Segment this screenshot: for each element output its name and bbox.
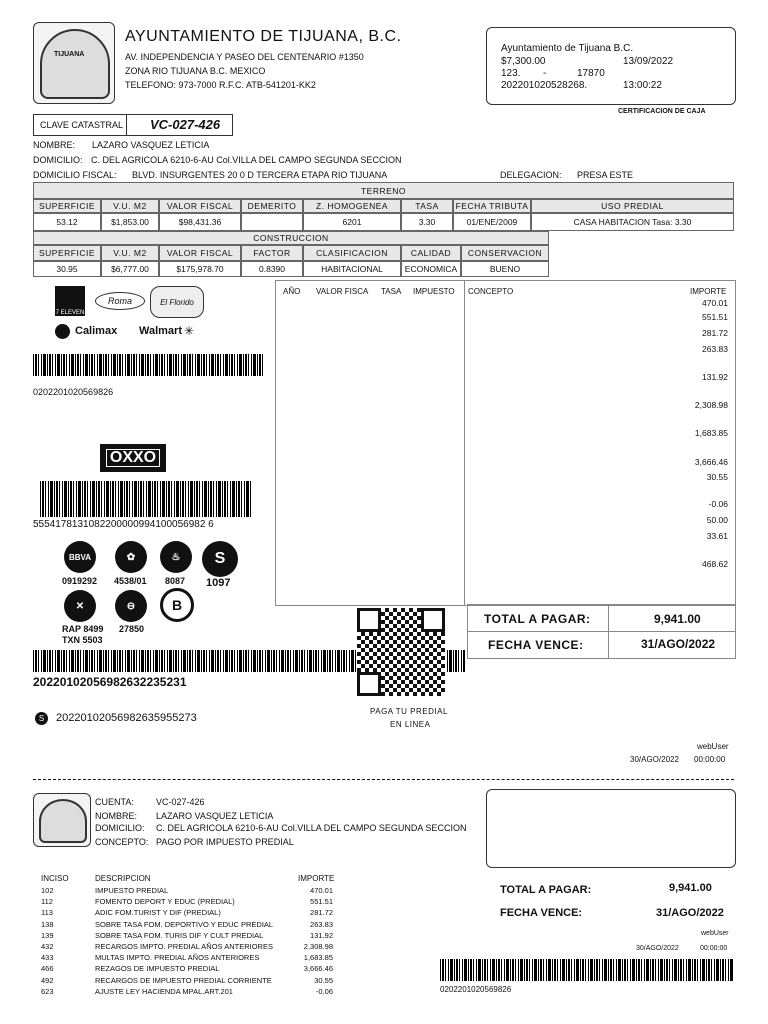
construccion-header: V.U. M2 (101, 245, 159, 261)
stub-row-importe: 3,666.46 (303, 964, 333, 974)
calimax-logo (55, 323, 117, 339)
stub-col-inciso: INCISO (41, 874, 69, 883)
scotiabank-ref-text: 20220102056982635955273 (56, 712, 197, 724)
importe-value: 3,666.46 (694, 457, 728, 467)
stub-row-inciso: 433 (41, 953, 54, 963)
importe-value: 33.61 (706, 531, 728, 541)
city-seal (33, 22, 115, 104)
terreno-title: TERRENO (33, 182, 734, 199)
receipt-date: 13/09/2022 (623, 56, 674, 67)
construccion-cell: HABITACIONAL (303, 261, 401, 277)
stub-seal (33, 793, 91, 847)
stub-row-inciso: 112 (41, 897, 53, 907)
stub-row-importe: -0.06 (315, 986, 333, 996)
importe-value: 263.83 (702, 344, 728, 354)
stub-barcode (440, 959, 734, 981)
oxxo-logo (100, 444, 166, 472)
user-name: webUser (697, 742, 729, 751)
hsbc-code: 4538/01 (114, 576, 147, 586)
receipt-dash: - (543, 68, 547, 79)
domicilio-fiscal-value: BLVD. INSURGENTES 20 0 D TERCERA ETAPA RIO TIJUANA (132, 170, 388, 180)
el-florido-text: El Florido (160, 297, 194, 307)
barcode-banks-text: 20220102056982632235231 (33, 675, 187, 689)
stub-row-importe: 2,308.98 (303, 942, 333, 951)
vence-value: 31/AGO/2022 (641, 637, 716, 651)
santander-logo (160, 541, 192, 573)
stub-concepto-label: CONCEPTO: (95, 837, 149, 847)
domicilio-value: C. DEL AGRICOLA 6210-6-AU Col.VILLA DEL CAMPO SEGUNDA SECCION (91, 155, 402, 165)
qr-code[interactable] (357, 608, 445, 696)
construccion-cell: BUENO (461, 261, 549, 277)
stub-row-desc: IMPUESTO PREDIAL (95, 886, 169, 895)
construccion-cell: 30.95 (33, 261, 101, 277)
terreno-cell: 01/ENE/2009 (453, 213, 531, 231)
address-line: AV. INDEPENDENCIA Y PASEO DEL CENTENARIO #1350 (125, 52, 364, 62)
terreno-header: SUPERFICIE (33, 199, 101, 213)
nombre-value: LAZARO VASQUEZ LETICIA (92, 140, 210, 150)
stub-nombre-label: NOMBRE: (95, 811, 138, 821)
importe-value: -0.06 (708, 499, 728, 509)
el-florido-logo (150, 286, 204, 318)
bbva-text: BBVA (68, 552, 92, 562)
impuestos-table (275, 280, 736, 606)
total-label: TOTAL A PAGAR: (484, 612, 591, 626)
total-value: 9,941.00 (654, 612, 701, 626)
stub-row-inciso: 102 (41, 886, 54, 895)
terreno-header: Z. HOMOGENEA (303, 199, 401, 213)
terreno-cell (241, 213, 303, 231)
stub-cuenta-label: CUENTA: (95, 797, 134, 807)
stub-dom-label: DOMICILIO: (95, 823, 145, 833)
clave-label: CLAVE CATASTRAL (40, 120, 124, 130)
calimax-text: Calimax (75, 325, 118, 337)
receipt-time: 13:00:22 (623, 80, 662, 91)
terreno-header: FECHA TRIBUTA (453, 199, 531, 213)
importe-value: 470.01 (702, 298, 728, 308)
stub-row-inciso: 139 (41, 930, 54, 940)
receipt-folio: 17870 (577, 68, 605, 79)
importe-value: 30.55 (706, 472, 728, 482)
bbva-code: 0919292 (62, 576, 98, 586)
hsbc-icon: ✿ (126, 551, 136, 563)
terreno-cell: 53.12 (33, 213, 101, 231)
stub-row-desc: RECARGOS IMPTO. PREDIAL AÑOS ANTERIORES (95, 942, 273, 951)
stub-vence-label: FECHA VENCE: (500, 907, 583, 919)
construccion-cell: ECONOMICA (401, 261, 461, 277)
hsbc-logo (115, 541, 147, 573)
stub-total-value: 9,941.00 (669, 882, 712, 894)
stub-row-desc: RECARGOS DE IMPUESTO PREDIAL CORRIENTE (95, 975, 272, 985)
construccion-header: CONSERVACION (461, 245, 549, 261)
terreno-cell: 6201 (303, 213, 401, 231)
stub-row-desc: SOBRE TASA FOM. TURIS DIF Y CULT PREDIAL (95, 930, 264, 940)
vence-label: FECHA VENCE: (488, 638, 584, 652)
domicilio-label: DOMICILIO: (33, 155, 83, 165)
walmart-text: Walmart (139, 325, 182, 337)
delegacion-label: DELEGACION: (500, 170, 562, 180)
zone-line: ZONA RIO TIJUANA B.C. MEXICO (125, 66, 266, 76)
stub-row-desc: MULTAS IMPTO. PREDIAL AÑOS ANTERIORES (95, 953, 260, 963)
stub-row-importe: 551.51 (310, 897, 333, 907)
terreno-header: V.U. M2 (101, 199, 159, 213)
receipt-ref: 202201020528268. (501, 80, 588, 91)
terreno-header: DEMERITO (241, 199, 303, 213)
col-concepto: CONCEPTO (468, 287, 514, 296)
stub-row-importe: 263.83 (310, 919, 333, 929)
stub-total-label: TOTAL A PAGAR: (500, 884, 592, 896)
importe-value: 1,683.85 (694, 428, 728, 438)
stub-row-inciso: 432 (41, 942, 54, 951)
stub-box (486, 789, 736, 868)
banorte-code2: TXN 5503 (62, 635, 103, 645)
stub-user-name: webUser (701, 930, 729, 937)
nombre-label: NOMBRE: (33, 140, 76, 150)
stub-row-desc: REZAGOS DE IMPUESTO PREDIAL (95, 964, 220, 974)
inbursa-code: 27850 (119, 624, 145, 634)
stub-row-importe: 131.92 (310, 930, 333, 940)
bbva-logo (64, 541, 96, 573)
importe-value: 281.72 (702, 328, 728, 338)
banamex-logo: B (160, 588, 194, 622)
user-time: 00:00:00 (694, 755, 726, 764)
banorte-logo (64, 590, 96, 622)
col-anio: AÑO (283, 287, 301, 296)
terreno-header: TASA (401, 199, 453, 213)
terreno-header: VALOR FISCAL (159, 199, 241, 213)
clave-value: VC-027-426 (150, 117, 221, 132)
col-tasa: TASA (381, 287, 402, 296)
terreno-header: USO PREDIAL (531, 199, 734, 213)
importe-value: 468.62 (702, 559, 728, 569)
stub-nombre: LAZARO VASQUEZ LETICIA (156, 811, 274, 821)
user-date: 30/AGO/2022 (630, 755, 679, 764)
stub-row-desc: AJUSTE LEY HACIENDA MPAL.ART.201 (95, 986, 233, 996)
importe-value: 50.00 (706, 515, 728, 525)
stub-row-inciso: 466 (41, 964, 54, 974)
walmart-spark-icon: ✳ (184, 324, 195, 338)
construccion-header: SUPERFICIE (33, 245, 101, 261)
stub-dom: C. DEL AGRICOLA 6210-6-AU Col.VILLA DEL CAMPO SEGUNDA SECCION (156, 823, 467, 833)
stub-row-desc: ADIC FOM.TURIST Y DIF (PREDIAL) (95, 908, 221, 918)
seal-text: TIJUANA (54, 51, 85, 58)
receipt-line: Ayuntamiento de Tijuana B.C. (501, 43, 634, 54)
stub-vence-value: 31/AGO/2022 (656, 907, 724, 919)
stub-row-inciso: 138 (41, 919, 54, 929)
col-valor: VALOR FISCA (316, 287, 369, 296)
terreno-cell: 3.30 (401, 213, 453, 231)
stub-row-inciso: 623 (41, 986, 54, 996)
santander-flame-icon: ♨ (171, 551, 181, 563)
barcode-oxxo-text: 5554178131082200000994100056982 6 (33, 519, 214, 530)
oxxo-text: OXXO (106, 449, 160, 467)
stub-row-inciso: 113 (41, 908, 53, 918)
importe-value: 131.92 (702, 372, 728, 382)
roma-logo (95, 292, 145, 310)
receipt-caption: CERTIFICACION DE CAJA (618, 108, 706, 115)
construccion-cell: 0.8390 (241, 261, 303, 277)
roma-text: Roma (107, 296, 132, 306)
stub-row-desc: SOBRE TASA FOM. DEPORTIVO Y EDUC PREDIAL (95, 919, 274, 929)
clave-catastral-box (33, 114, 233, 136)
construccion-cell: $6,777.00 (101, 261, 159, 277)
stub-row-importe: 470.01 (310, 886, 333, 895)
seven-eleven-logo (55, 286, 85, 316)
construccion-cell: $175,978.70 (159, 261, 241, 277)
terreno-cell: CASA HABITACION Tasa: 3.30 (531, 213, 734, 231)
qr-caption-2: EN LINEA (390, 720, 431, 729)
phone-line: TELEFONO: 973-7000 R.F.C. ATB-541201-KK2 (125, 80, 316, 90)
delegacion-value: PRESA ESTE (577, 170, 634, 180)
domicilio-fiscal-label: DOMICILIO FISCAL: (33, 170, 117, 180)
col-importe: IMPORTE (690, 287, 727, 296)
scotiabank-logo (202, 541, 238, 577)
stub-col-desc: DESCRIPCION (95, 874, 151, 883)
banorte-code: RAP 8499 (62, 624, 104, 634)
qr-caption-1: PAGA TU PREDIAL (370, 707, 448, 716)
inbursa-icon: ⊖ (126, 600, 136, 612)
receipt-box (486, 27, 736, 105)
walmart-logo (139, 323, 194, 339)
stub-col-importe: IMPORTE (298, 874, 335, 883)
santander-code: 8087 (165, 576, 186, 586)
stub-row-importe: 1,683.85 (303, 953, 333, 963)
stub-row-desc: FOMENTO DEPORT Y EDUC (PREDIAL) (95, 897, 235, 907)
stub-user-date: 30/AGO/2022 (636, 945, 679, 952)
stub-row-importe: 281.72 (310, 908, 333, 918)
col-impuesto: IMPUESTO (413, 287, 455, 296)
terreno-cell: $98,431.36 (159, 213, 241, 231)
terreno-cell: $1,853.00 (101, 213, 159, 231)
importe-value: 2,308.98 (694, 400, 728, 410)
scotiabank-icon: S (214, 550, 226, 567)
inbursa-logo (115, 590, 147, 622)
scotiabank-code: 1097 (206, 577, 231, 589)
page-title: AYUNTAMIENTO DE TIJUANA, B.C. (125, 28, 402, 45)
scotiabank-ref-icon: S (35, 712, 48, 725)
construccion-header: FACTOR (241, 245, 303, 261)
stub-row-inciso: 492 (41, 975, 54, 985)
receipt-num: 123. (501, 68, 521, 79)
importe-value: 551.51 (702, 312, 728, 322)
construccion-title: CONSTRUCCION (33, 231, 549, 245)
stub-cuenta: VC-027-426 (156, 797, 205, 807)
barcode-stores-text: 0202201020569826 (33, 387, 114, 397)
banorte-icon: ✕ (75, 600, 85, 612)
stub-concepto: PAGO POR IMPUESTO PREDIAL (156, 837, 294, 847)
barcode-stores (33, 354, 265, 376)
stub-barcode-text: 0202201020569826 (440, 985, 512, 994)
stub-row-importe: 30.55 (314, 975, 333, 985)
barcode-oxxo (40, 481, 252, 517)
construccion-header: CLASIFICACION (303, 245, 401, 261)
construccion-header: CALIDAD (401, 245, 461, 261)
stub-user-time: 00:00:00 (700, 945, 728, 952)
receipt-amount: $7,300.00 (501, 56, 546, 67)
construccion-header: VALOR FISCAL (159, 245, 241, 261)
seven-eleven-text: 7 ELEVEN (55, 310, 85, 316)
calimax-icon (55, 324, 70, 339)
cut-line (33, 779, 734, 780)
